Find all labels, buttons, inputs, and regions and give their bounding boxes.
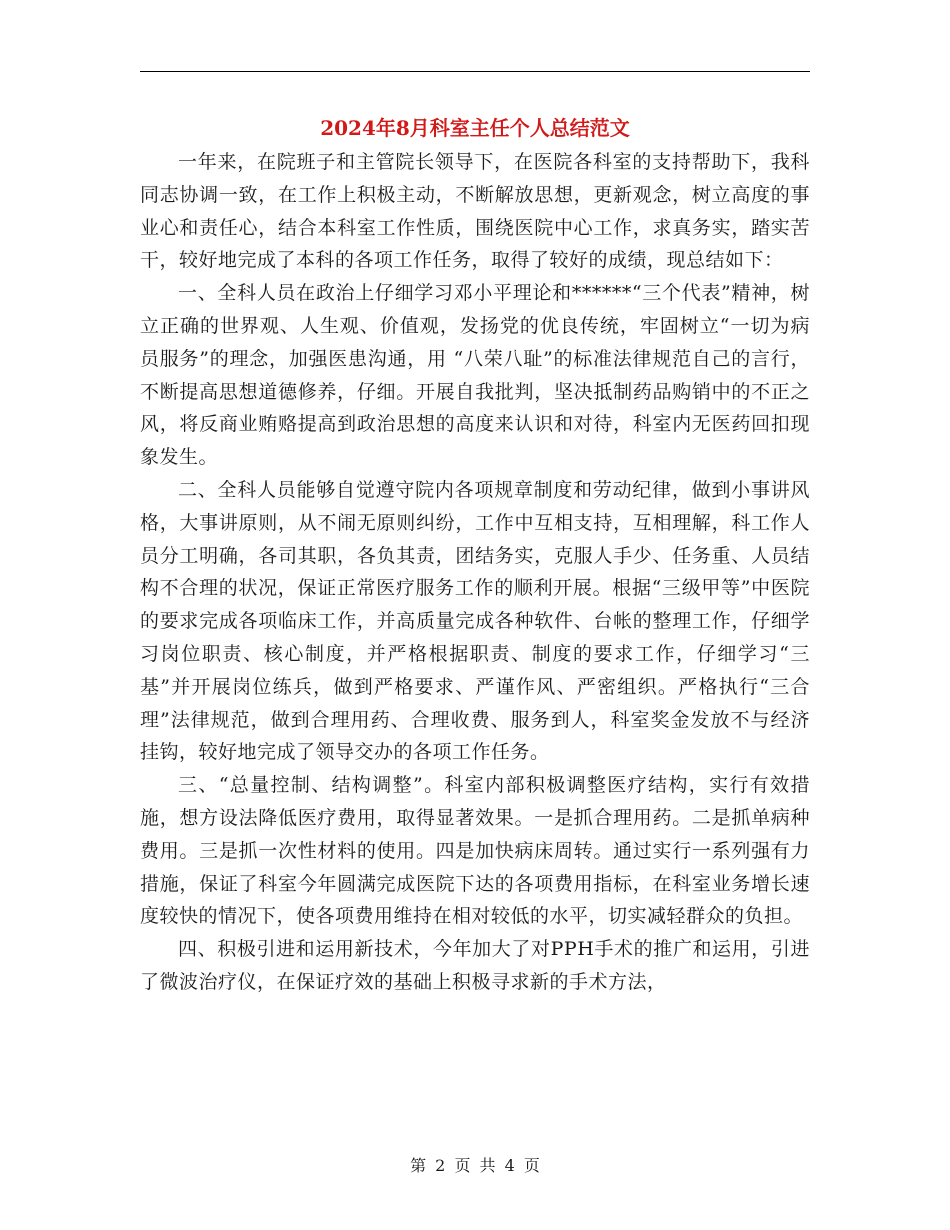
section-3-paragraph: 三、“总量控制、结构调整”。科室内部积极调整医疗结构，实行有效措施，想方设法降低医疗费用，取得显著效果。一是抓合理用药。二是抓单病种费用。三是抓一次性材料的使用。四是加快病床周转。通过实行一系列强有力措施，保证了科室今年圆满完成医院下达的各项费用指标，在科室业务增长速度较快的情况下，使各项费用维持在相对较低的水平，切实减轻群众的负担。: [140, 774, 810, 928]
header-rule: [140, 71, 810, 72]
page-number-footer: 第 2 页 共 4 页: [410, 1156, 540, 1175]
document-title: 2024年8月科室主任个人总结范文: [320, 116, 630, 140]
section-2-paragraph: 二、全科人员能够自觉遵守院内各项规章制度和劳动纪律，做到小事讲风格，大事讲原则，从不闹无原则纠纷，工作中互相支持，互相理解，科工作人员分工明确，各司其职，各负其责，团结务实，克服人手少、任务重、人员结构不合理的状况，保证正常医疗服务工作的顺利开展。根据“三级甲等”中医院的要求完成各项临床工作，并高质量完成各种软件、台帐的整理工作，仔细学习岗位职责、核心制度，并严格根据职责、制度的要求工作，仔细学习“三基”并开展岗位练兵，做到严格要求、严谨作风、严密组织。严格执行“三合理”法律规范，做到合理用药、合理收费、服务到人，科室奖金发放不与经济挂钩，较好地完成了领导交办的各项工作任务。: [140, 478, 810, 764]
section-1-paragraph: 一、全科人员在政治上仔细学习邓小平理论和******“三个代表”精神，树立正确的世界观、人生观、价值观，发扬党的优良传统，牢固树立“一切为病员服务”的理念，加强医患沟通，用 “八荣八耻”的标准法律规范自己的言行，不断提高思想道德修养，仔细。开展自我批判，坚决抵制药品购销中的不正之风，将反商业贿赂提高到政治思想的高度来认识和对待，科室内无医药回扣现象发生。: [140, 282, 810, 469]
section-4-paragraph: 四、积极引进和运用新技术，今年加大了对PPH手术的推广和运用，引进了微波治疗仪，在保证疗效的基础上积极寻求新的手术方法，: [140, 938, 810, 993]
document-body: [140, 146, 810, 1106]
intro-paragraph: 一年来，在院班子和主管院长领导下，在医院各科室的支持帮助下，我科同志协调一致，在工作上积极主动，不断解放思想，更新观念，树立高度的事业心和责任心，结合本科室工作性质，围绕医院中心工作，求真务实，踏实苦干，较好地完成了本科的各项工作任务，取得了较好的成绩，现总结如下：: [140, 151, 810, 272]
